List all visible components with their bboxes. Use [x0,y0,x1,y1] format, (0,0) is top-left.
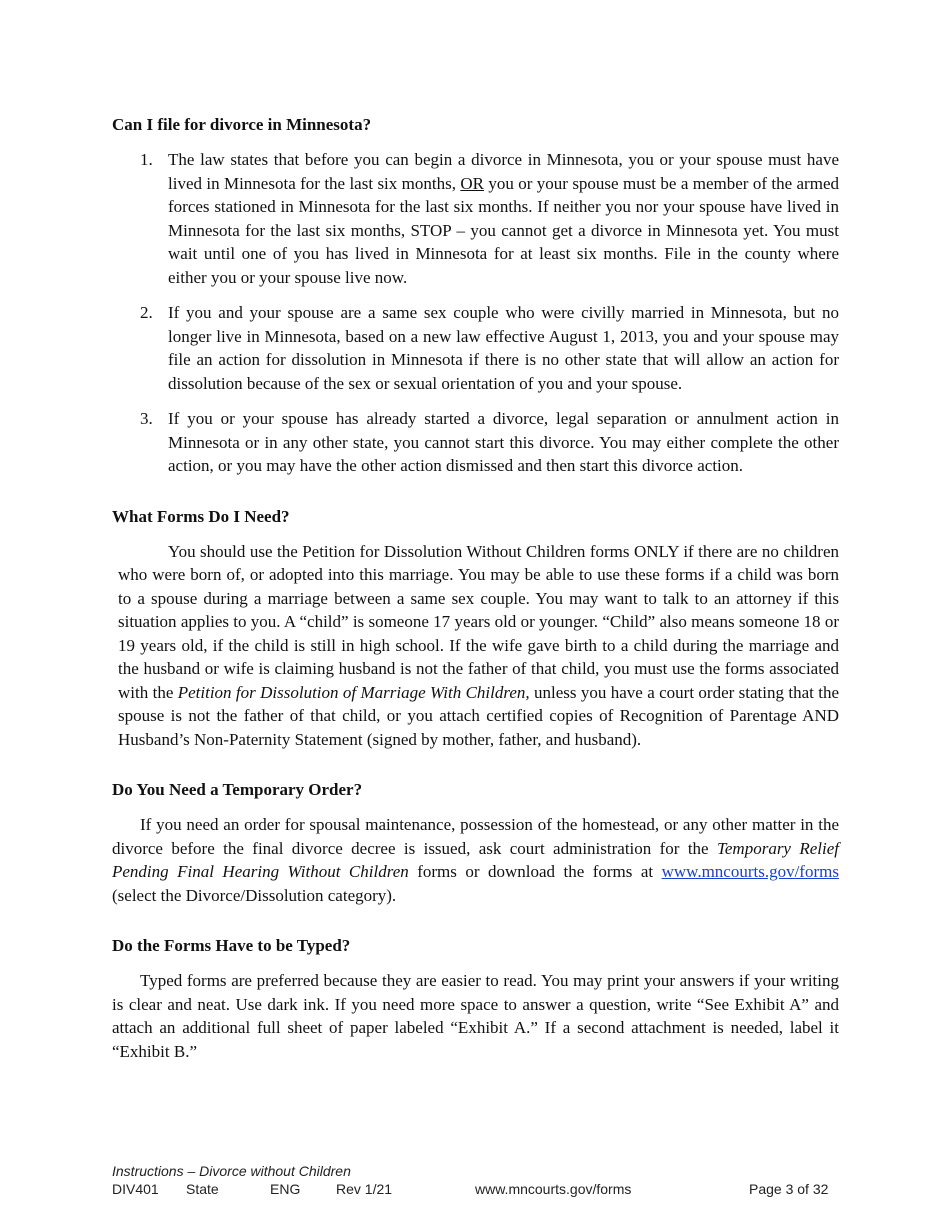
forms-link[interactable]: www.mncourts.gov/forms [661,862,839,881]
section-heading-typed: Do the Forms Have to be Typed? [112,936,351,955]
list-item [112,148,839,289]
footer-title: Instructions – Divorce without Children [112,1163,351,1179]
section-heading-forms: What Forms Do I Need? [112,506,290,526]
list-number: 1. [140,150,153,169]
section-heading-temporary: Do You Need a Temporary Order? [112,780,363,799]
list-number: 2. [140,303,153,322]
temporary-paragraph: If you need an order for spousal maintenance, possession of the homestead, or any other matter in the divorce before the final divorce decree is issued, ask court administration for the Temporary Relief Pending Final Hearing Without Children forms or download the forms at www.mncourts.gov/forms (select the Divorce/Dissolution category). [112,815,839,905]
section-heading-file: Can I file for divorce in Minnesota? [112,115,372,134]
footer-language: ENG [270,1181,301,1197]
forms-paragraph: You should use the Petition for Dissolution Without Children forms ONLY if there are no children who were born of, or adopted into this marriage. You may be able to use these forms if a child was born to a spouse during a marriage between a same sex couple. You may want to talk to an attorney if this situation applies to you. A “child” is someone 17 years old or younger. “Child” also means someone 18 or 19 years old, if the child is still in high school. If the wife gave birth to a child during the marriage and the husband or wife is claiming husband is not the father of that child, you must use the forms associated with the Petition for Dissolution of Marriage With Children, unless you have a court order stating that the spouse is not the father of that child, or you attach certified copies of Recognition of Parentage AND Husband’s Non-Paternity Statement (signed by mother, father, and husband). [118,541,839,749]
footer-jurisdiction: State [186,1181,219,1197]
file-requirements-list [112,148,839,478]
typed-paragraph: Typed forms are preferred because they are easier to read. You may print your answers if your writing is clear and neat. Use dark ink. If you need more space to answer a question, write “See Exhibit A” and attach an additional full sheet of paper labeled “Exhibit A.” If a second attachment is needed, label it “Exhibit B.” [112,971,839,1061]
footer-row [112,1180,832,1198]
page-footer [112,1162,832,1198]
list-item-text: The law states that before you can begin a divorce in Minnesota, you or your spouse must have lived in Minnesota for the last six months, OR you or your spouse must be a member of the armed forces stationed in Minnesota for the last six months. If neither you nor your spouse have lived in Minnesota for the last six months, STOP – you cannot get a divorce in Minnesota yet. You must wait until one of you has lived in Minnesota for at least six months. File in the county where either you or your spouse live now. [168,150,839,287]
list-item-text: If you or your spouse has already started a divorce, legal separation or annulment action in Minnesota or in any other state, you cannot start this divorce. You may either complete the other action, or you may have the other action dismissed and then start this divorce action. [168,409,839,475]
footer-code: DIV401 [112,1181,159,1197]
footer-page-number: Page 3 of 32 [749,1181,829,1197]
list-item [112,407,839,478]
footer-revision: Rev 1/21 [336,1181,393,1197]
list-number: 3. [140,409,153,428]
document-body [112,114,839,1063]
footer-url: www.mncourts.gov/forms [475,1181,632,1197]
list-item-text: If you and your spouse are a same sex couple who were civilly married in Minnesota, but no longer live in Minnesota, based on a new law effective August 1, 2013, you and your spouse may file an action for dissolution in Minnesota if there is no other state that will allow an action for dissolution because of the sex or sexual orientation of you and your spouse. [168,303,839,393]
list-item [112,301,839,395]
